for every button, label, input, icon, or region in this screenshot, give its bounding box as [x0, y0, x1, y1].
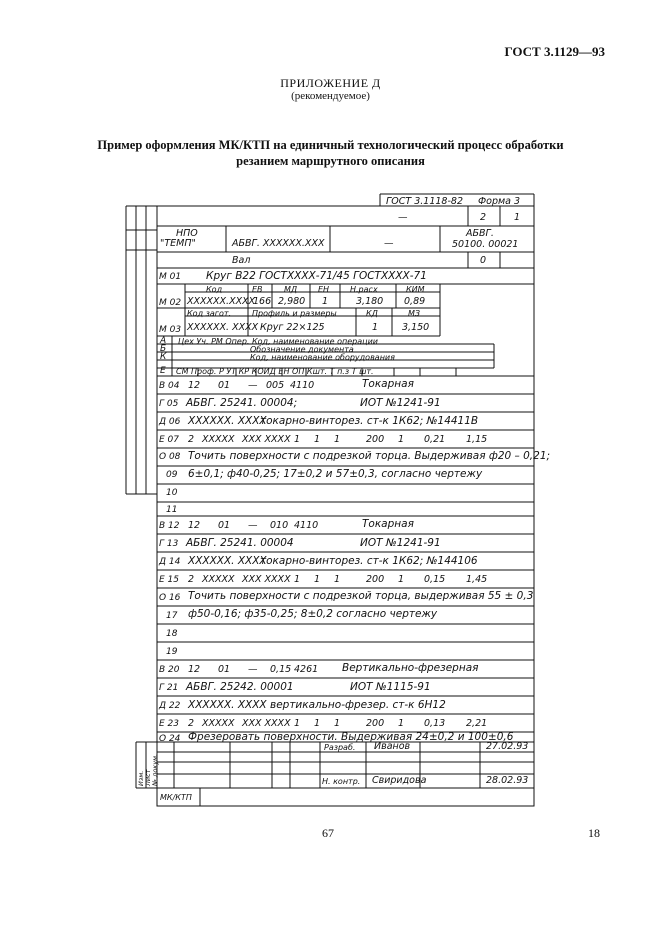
header-row-e: СМ Проф. Р УТ КР КОИД ЕН ОП Кшт. Т п.з Т шт.	[176, 367, 374, 376]
row-label: Д 06	[159, 417, 181, 427]
r07-cell: 2	[188, 434, 195, 445]
appendix-subtitle: (рекомендуемое)	[291, 90, 370, 102]
code-right-2: 50100. 00021	[452, 239, 519, 250]
document-code: АБВГ. XXXXXX.XXX	[232, 238, 325, 249]
m02-header: Код	[206, 285, 223, 294]
org-line-2: "ТЕМП"	[160, 238, 196, 249]
r15-cell: 1	[398, 574, 405, 585]
caption-line-1: Пример оформления МК/КТП на единичный технологический процесс обработки	[97, 138, 564, 152]
row-label: В 04	[159, 381, 180, 391]
row-label: М 02	[159, 298, 182, 308]
r20-cell: 12	[188, 664, 201, 675]
row-label: Е 07	[159, 435, 179, 445]
m02-header: Н.расх	[350, 285, 378, 294]
r13-cell: ИОТ №1241-91	[360, 537, 441, 549]
r20-cell: 01	[218, 664, 231, 675]
form-code: МК/КТП	[160, 793, 192, 802]
row-label: Д 22	[159, 701, 181, 711]
row-label: А	[160, 336, 167, 346]
row-label: Е	[160, 366, 166, 376]
page-number-right: 18	[588, 826, 600, 840]
row-label: 17	[166, 611, 178, 621]
r15-cell: 1,45	[466, 574, 488, 585]
r20-cell: 0,15	[270, 664, 292, 675]
m02-value: 0,89	[404, 296, 426, 307]
r07-cell: XXXXX	[202, 434, 235, 445]
page-number-left: 67	[322, 826, 334, 840]
row-label: Е 23	[159, 719, 179, 729]
row-label: 11	[166, 505, 178, 515]
r20-cell: 4261	[294, 664, 319, 675]
r07-cell: 1	[294, 434, 301, 445]
side-label: № докум.	[151, 753, 159, 786]
m03-value: 3,150	[402, 322, 430, 333]
r14-cell: XXXXXX. XXXX	[188, 555, 267, 567]
row-label: 09	[166, 470, 178, 480]
m02-value: 1	[322, 296, 329, 307]
r20-cell: Вертикально-фрезерная	[342, 662, 479, 674]
m02-value: 166	[253, 296, 272, 307]
r09-text: 6±0,1; ф40-0,25; 17±0,2 и 57±0,3, согласно чертежу	[188, 468, 483, 480]
r04-cell: 4110	[290, 380, 315, 391]
header-row-a: Цех Уч. РМ Опер. Код, наименование операции	[178, 337, 378, 346]
r15-cell: XXX XXXX	[242, 574, 291, 585]
org-dash: —	[384, 238, 394, 249]
org-line-1: НПО	[176, 228, 198, 239]
m03-header: КД	[366, 309, 378, 318]
row-label: 10	[166, 488, 178, 498]
m02-header: ЕН	[318, 285, 330, 294]
row-label: В 20	[159, 665, 180, 675]
r12-cell: 010	[270, 520, 289, 531]
r23-cell: 1	[334, 718, 341, 729]
r16-text: Точить поверхности с подрезкой торца, выдерживая 55 ± 0,3	[188, 590, 534, 602]
row-label: В 12	[159, 521, 180, 531]
m03-header: Профиль и размеры	[252, 309, 337, 318]
m02-value: 3,180	[356, 296, 384, 307]
r06-cell: токарно-винторез. ст-к 1К62; №14411В	[260, 415, 479, 427]
r04-cell: Токарная	[362, 378, 414, 390]
m02-value: XXXXXX.XXXX	[187, 296, 256, 307]
r23-cell: 1	[398, 718, 405, 729]
row-label: Г 05	[159, 399, 179, 409]
row-label: О 24	[159, 734, 181, 744]
sheet-dash: —	[398, 212, 408, 223]
row-label: Г 13	[159, 539, 179, 549]
r23-cell: XXXXX	[202, 718, 235, 729]
r07-cell: 1	[314, 434, 321, 445]
m02-header: КИМ	[406, 285, 425, 294]
r07-cell: XXX XXXX	[242, 434, 291, 445]
row-label: Г 21	[159, 683, 179, 693]
sign-date-2: 28.02.93	[486, 775, 529, 786]
row-label: Д 14	[159, 557, 181, 567]
r05-cell: ИОТ №1241-91	[360, 397, 441, 409]
code-right-1: АБВГ.	[466, 228, 494, 239]
top-standard: ГОСТ 3.1118-82	[386, 196, 463, 207]
r21-cell: АБВГ. 25242. 00001	[186, 681, 294, 693]
r12-cell: Токарная	[362, 518, 414, 530]
r05-cell: АБВГ. 25241. 00004;	[186, 397, 298, 409]
part-name: Вал	[232, 255, 251, 266]
r15-cell: 0,15	[424, 574, 446, 585]
m03-value: 1	[372, 322, 379, 333]
m02-value: 2,980	[278, 296, 306, 307]
row-label: М 01	[159, 272, 182, 282]
r23-cell: 200	[366, 718, 385, 729]
sign-name-2: Свиридова	[372, 775, 427, 786]
side-label: Изм.	[137, 770, 145, 786]
side-label: Лист	[144, 769, 152, 786]
sheet-number: 1	[514, 212, 521, 223]
r23-cell: XXX XXXX	[242, 718, 291, 729]
caption-line-2: резанием маршрутного описания	[236, 154, 425, 168]
r07-cell: 0,21	[424, 434, 446, 445]
part-zero: 0	[480, 255, 487, 266]
r15-cell: XXXXX	[202, 574, 235, 585]
m03-value: XXXXXX. XXXX	[187, 322, 259, 333]
m03-header: Код загот.	[187, 309, 232, 318]
r15-cell: 200	[366, 574, 385, 585]
r07-cell: 1	[398, 434, 405, 445]
r04-cell: 01	[218, 380, 231, 391]
sheets-total: 2	[480, 212, 487, 223]
m02-header: МД	[284, 285, 298, 294]
sign-date-1: 27.02.93	[486, 741, 529, 752]
row-label: Б	[160, 344, 167, 354]
r22-cell: XXXXXX. XXXX	[188, 699, 267, 711]
row-label: М 03	[159, 325, 182, 335]
r23-cell: 0,13	[424, 718, 446, 729]
gost-code: ГОСТ 3.1129—93	[504, 44, 605, 59]
row-label: Е 15	[159, 575, 179, 585]
r12-cell: 01	[218, 520, 231, 531]
r23-cell: 2	[188, 718, 195, 729]
r06-cell: XXXXXX. XXXX	[188, 415, 267, 427]
r24-text: Фрезеровать поверхности. Выдерживая 24±0,2 и 100±0,6	[188, 731, 514, 743]
row-label: О 08	[159, 452, 181, 462]
r15-cell: 1	[294, 574, 301, 585]
r15-cell: 1	[314, 574, 321, 585]
r07-cell: 200	[366, 434, 385, 445]
top-form: Форма 3	[478, 196, 521, 207]
r04-cell: 12	[188, 380, 201, 391]
appendix-title: ПРИЛОЖЕНИЕ Д	[280, 76, 381, 90]
r21-cell: ИОТ №1115-91	[350, 681, 431, 693]
r23-cell: 1	[314, 718, 321, 729]
r04-cell: 005	[266, 380, 285, 391]
m03-value: Круг 22×125	[260, 322, 325, 333]
r08-text: Точить поверхности с подрезкой торца. Выдерживая ф20 – 0,21;	[188, 450, 551, 462]
r12-cell: 4110	[294, 520, 319, 531]
r20-cell: —	[248, 664, 258, 675]
header-row-b: Обозначение документа	[250, 345, 354, 354]
sign-role-1: Разраб.	[324, 743, 356, 752]
row-label: 18	[166, 629, 178, 639]
row-label: К	[160, 352, 167, 362]
r15-cell: 1	[334, 574, 341, 585]
m03-header: МЗ	[408, 309, 421, 318]
sign-role-2: Н. контр.	[322, 777, 361, 786]
r04-cell: —	[248, 380, 258, 391]
r23-cell: 2,21	[466, 718, 488, 729]
r07-cell: 1	[334, 434, 341, 445]
r15-cell: 2	[188, 574, 195, 585]
r17-text: ф50-0,16; ф35-0,25; 8±0,2 согласно чертежу	[188, 608, 438, 620]
sign-name-1: Иванов	[374, 741, 411, 752]
r12-cell: 12	[188, 520, 201, 531]
m02-header: ЕВ	[252, 285, 263, 294]
row-label: О 16	[159, 593, 181, 603]
r07-cell: 1,15	[466, 434, 488, 445]
r13-cell: АБВГ. 25241. 00004	[186, 537, 294, 549]
r22-cell: вертикально-фрезер. ст-к 6Н12	[270, 699, 446, 711]
r12-cell: —	[248, 520, 258, 531]
r23-cell: 1	[294, 718, 301, 729]
m01-material: Круг В22 ГОСТХХХХ-71/45 ГОСТХХХХ-71	[206, 270, 427, 282]
header-row-k: Код, наименование оборудования	[250, 353, 395, 362]
row-label: 19	[166, 647, 178, 657]
r14-cell: токарно-винторез. ст-к 1К62; №144106	[260, 555, 478, 567]
